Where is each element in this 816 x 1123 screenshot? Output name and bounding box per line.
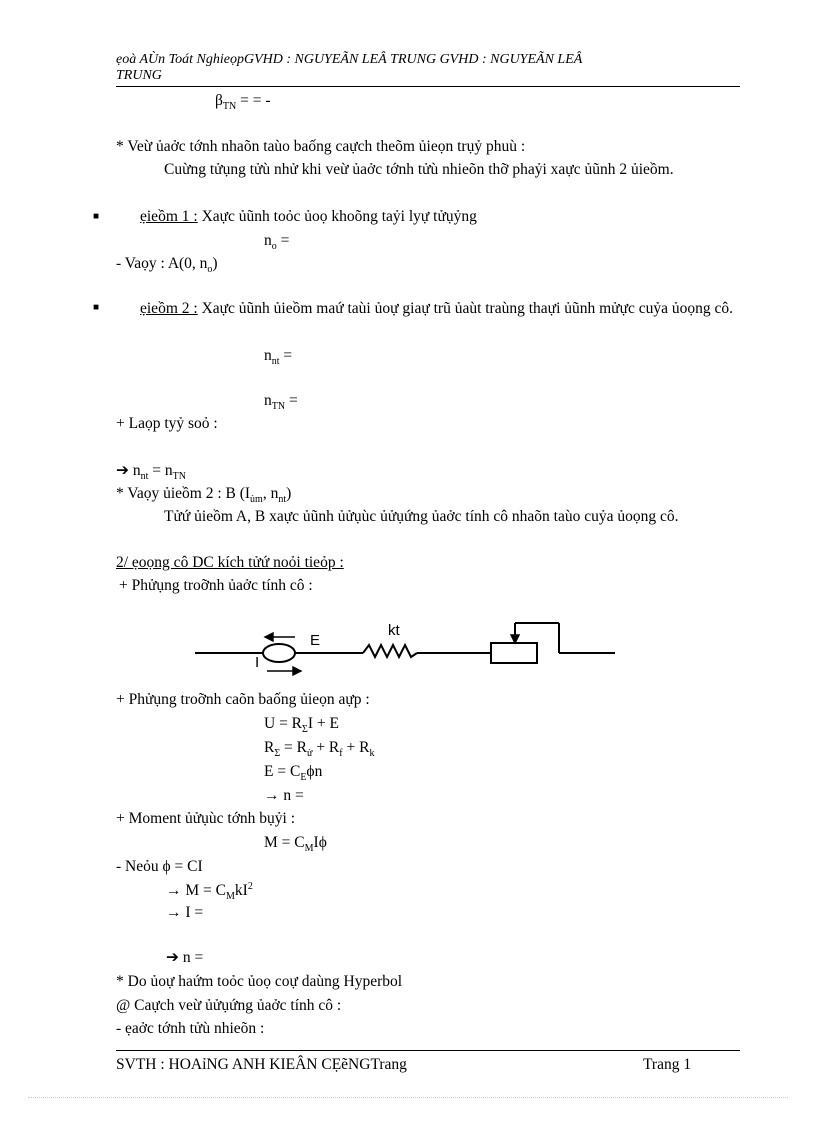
wiper-arrowhead-icon bbox=[511, 635, 519, 643]
armature-ellipse bbox=[263, 644, 295, 662]
bullet-2: ■ bbox=[93, 302, 100, 313]
ntn-eq: $n_{TN}$ = bbox=[264, 392, 298, 413]
eq-voltage: $U = R_\Sigma I + E$ bbox=[264, 715, 339, 736]
eq-current: → I = bbox=[166, 904, 204, 921]
paragraph-ab: Tửứ ủieồm A, B xaực ủũnh ủửụùc ủửụứng ủaởc tính cô nhaõn taùo cuỷa ủoọng cô. bbox=[164, 508, 679, 525]
n0-eq: $n_o$ = bbox=[264, 232, 290, 253]
footer-page: Trang 1 bbox=[643, 1056, 692, 1073]
eq-emf: $E = C_E\phi n$ bbox=[264, 763, 323, 784]
arrow-icon-2: ➔ bbox=[166, 949, 179, 966]
point-1: ẹieồm 1 : Xaực ủũnh toỏc ủoọ khoõng taỷi lyự tửụỷng bbox=[140, 208, 477, 225]
if-phi: - Neỏu ϕ = CI bbox=[116, 858, 203, 875]
voltage-eq-title: + Phửụng troỡnh caõn baống ủieọn aựp : bbox=[116, 691, 370, 708]
nnt-eq: $n_{nt}$ = bbox=[264, 347, 293, 368]
natural-char: - ẹaởc tớnh tửù nhieõn : bbox=[116, 1020, 265, 1037]
hyperbol-line: * Do ủoự haứm toỏc ủoọ coự daùng Hyperbol bbox=[116, 973, 403, 990]
page-edge bbox=[28, 1097, 788, 1098]
paragraph-artificial: * Veừ ủaởc tớnh nhaõn taùo baống caựch theõm ủieọn trụỷ phuù : bbox=[116, 138, 526, 155]
point-a: - Vaọy : A(0, $n_o$) bbox=[116, 255, 218, 276]
label-E: E bbox=[310, 632, 321, 649]
moment-title: + Moment ủửụùc tớnh bụỷi : bbox=[116, 810, 296, 827]
mech-eq-title: + Phửụng troỡnh ủaởc tính cô : bbox=[119, 577, 313, 594]
footer-rule bbox=[116, 1050, 740, 1051]
paragraph-two-points: Cuừng tửụng tửù nhử khi veừ ủaởc tớnh tửù nhieõn thỡ phaỷi xaực ủũnh 2 ủieồm. bbox=[164, 161, 674, 178]
point-2: ẹieồm 2 : Xaực ủũnh ủieồm maứ taùi ủoự giaự trũ ủaùt traùng thaựi ủũnh mửực cuỷa ủoọng cô. bbox=[140, 300, 733, 317]
point-1-title: ẹieồm 1 : bbox=[140, 208, 198, 225]
ratio-line: + Laọp tyỷ soỏ : bbox=[116, 415, 218, 432]
point-2-title: ẹieồm 2 : bbox=[140, 300, 198, 317]
label-kt: kt bbox=[388, 622, 400, 639]
label-I: I bbox=[255, 654, 260, 671]
beta-line: $\beta_{TN}$ = = - bbox=[215, 92, 271, 113]
eq-resistance: $R_\Sigma = R_ử + R_f + R_k$ bbox=[264, 739, 375, 760]
header-line-1: ẹoà AÙn Toát NghieọpGVHD : NGUYEÃN LEÂ TRUNG GVHD : NGUYEÃN LEÂ bbox=[116, 52, 583, 67]
rheostat-box bbox=[491, 643, 537, 663]
section-2-title: 2/ ẹoọng cô DC kích tửứ noỏi tieỏp : bbox=[116, 554, 344, 571]
nnt-equals-ntn: ➔ $n_{nt} = n_{TN}$ bbox=[116, 462, 186, 483]
beta-symbol: β bbox=[215, 92, 223, 109]
e-arrowhead-icon bbox=[265, 633, 273, 641]
arrow-icon: ➔ bbox=[116, 462, 129, 479]
draw-method: @ Caựch veừ ủửụứng ủaởc tính cô : bbox=[116, 997, 342, 1014]
header-rule bbox=[116, 86, 740, 87]
eq-speed-2: ➔ n = bbox=[166, 949, 204, 966]
i-arrowhead-icon bbox=[293, 667, 301, 675]
circuit-diagram bbox=[185, 615, 645, 685]
footer-left: SVTH : HOAỉNG ANH KIEÂN CẸẽNGTrang bbox=[116, 1056, 407, 1073]
eq-moment: $M = C_MI\phi$ bbox=[264, 834, 327, 855]
bullet-1: ■ bbox=[93, 211, 100, 222]
eq-moment-ki2: → $M = C_MkI^2$ bbox=[166, 880, 253, 903]
eq-speed: → n = bbox=[264, 787, 304, 804]
field-coil bbox=[363, 645, 417, 657]
header-line-2: TRUNG bbox=[116, 68, 162, 83]
point-b: * Vaọy ủieồm 2 : B ($I_{ủm}$, $n_{nt}$) bbox=[116, 485, 292, 506]
